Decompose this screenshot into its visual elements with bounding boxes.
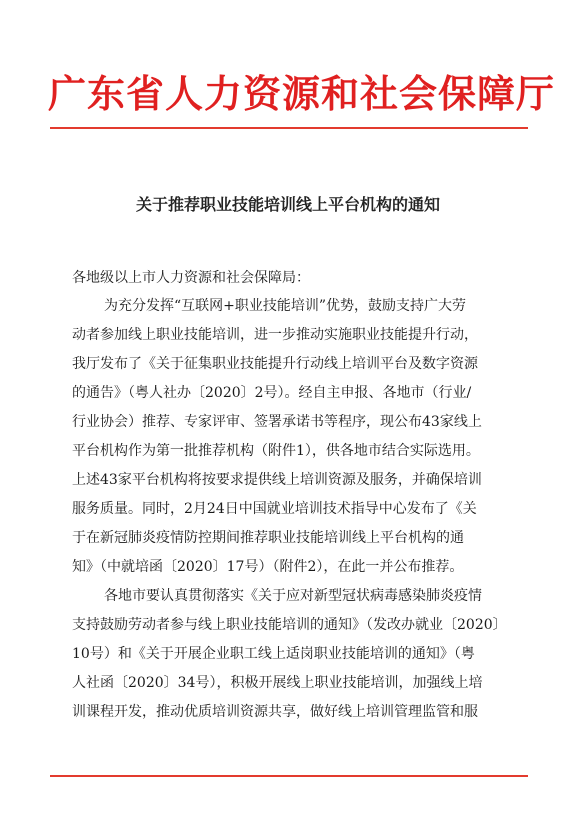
paragraph-line: 服务质量。同时，2月24日中国就业培训技术指导中心发布了《关 [72,501,477,517]
paragraph-line: 行业协会）推荐、专家评审、签署承诺书等程序，现公布43家线上 [72,414,482,430]
paragraph-line: 平台机构作为第一批推荐机构（附件1），供各地市结合实际选用。 [72,443,480,459]
letterhead-org-name: 广东省人力资源和社会保障厅 [48,71,556,116]
paragraph-line: 训课程开发，推动优质培训资源共享，做好线上培训管理监管和服 [72,704,478,720]
paragraph-1 [72,292,520,582]
salutation: 各地级以上市人力资源和社会保障局： [72,270,310,286]
paragraph-line: 10号）和《关于开展企业职工线上适岗职业技能培训的通知》（粤 [72,646,475,662]
paragraph-line: 人社函〔2020〕34号），积极开展线上职业技能培训，加强线上培 [72,675,483,691]
paragraph-line: 于在新冠肺炎疫情防控期间推荐职业技能培训线上平台机构的通 [72,530,464,546]
paragraph-line: 各地市要认真贯彻落实《关于应对新型冠状病毒感染肺炎疫情 [104,588,482,604]
paragraph-line: 为充分发挥“互联网+职业技能培训”优势，鼓励支持广大劳 [104,298,467,314]
paragraph-line: 知》（中就培函〔2020〕17号）（附件2），在此一并公布推荐。 [72,559,464,575]
paragraph-line: 支持鼓励劳动者参与线上职业技能培训的通知》（发改办就业〔2020〕 [72,617,507,633]
paragraph-line: 我厅发布了《关于征集职业技能提升行动线上培训平台及数字资源 [72,356,478,372]
document-title: 关于推荐职业技能培训线上平台机构的通知 [135,195,440,214]
footer-rule [50,775,528,777]
paragraph-line: 上述43家平台机构将按要求提供线上培训资源及服务，并确保培训 [72,472,482,488]
paragraph-line: 动者参加线上职业技能培训，进一步推动实施职业技能提升行动， [72,327,478,343]
letterhead-rule-top [50,127,528,129]
paragraph-line: 的通告》（粤人社办〔2020〕2号）。经自主申报、各地市（行业/ [72,385,472,401]
paragraph-2 [72,582,520,727]
